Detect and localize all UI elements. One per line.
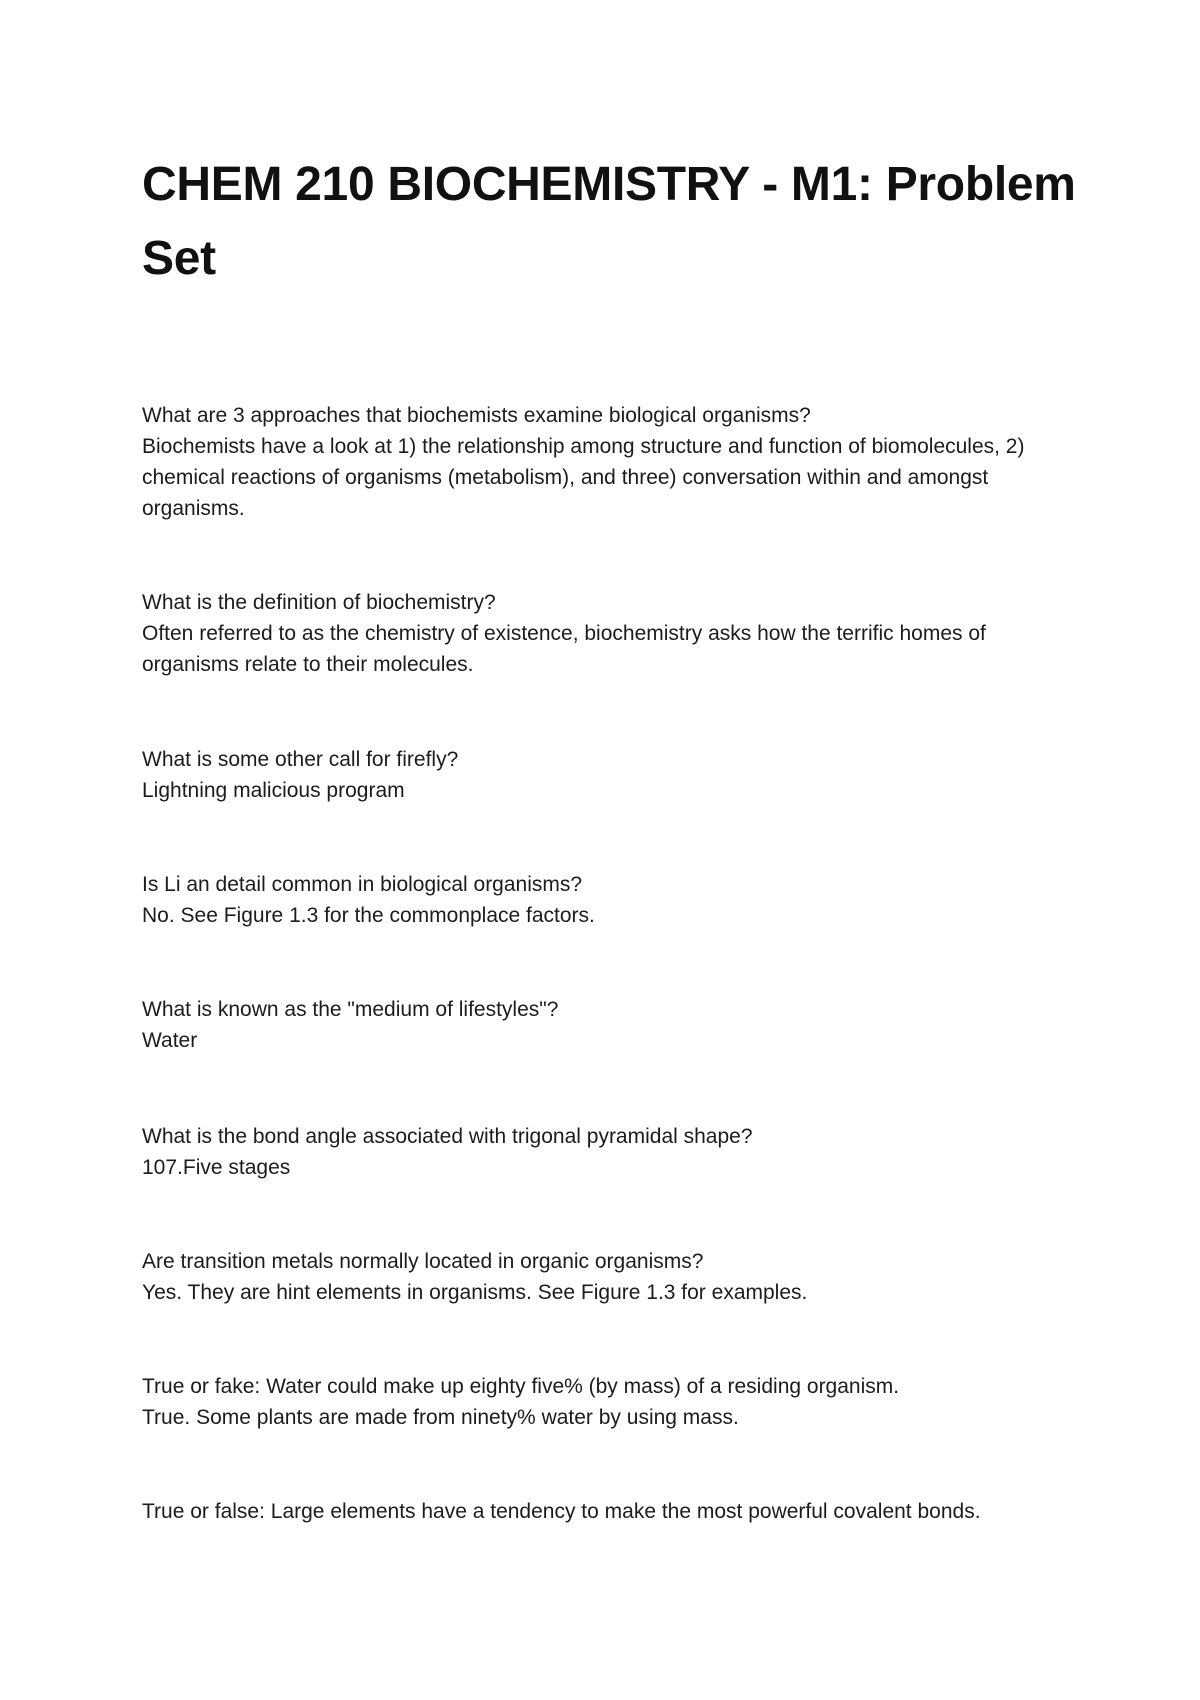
qa-item-5	[142, 994, 1077, 1056]
question-text: What is the bond angle associated with trigonal pyramidal shape?	[142, 1125, 753, 1148]
answer-text: No. See Figure 1.3 for the commonplace factors.	[142, 904, 595, 927]
question-text: What is some other call for firefly?	[142, 748, 459, 771]
answer-text: 107.Five stages	[142, 1156, 291, 1179]
question-text: Is Li an detail common in biological organisms?	[142, 873, 583, 896]
question-text: True or fake: Water could make up eighty five% (by mass) of a residing organism.	[142, 1375, 900, 1398]
answer-text: Lightning malicious program	[142, 779, 405, 802]
question-text: What is known as the "medium of lifestyles"?	[142, 998, 559, 1021]
qa-item-2	[142, 587, 1077, 680]
answer-text: Water	[142, 1029, 198, 1052]
question-text: True or false: Large elements have a tendency to make the most powerful covalent bonds.	[142, 1500, 981, 1523]
qa-item-3	[142, 744, 1077, 806]
answer-text: Often referred to as the chemistry of existence, biochemistry asks how the terrific homes of organisms relate to their molecules.	[142, 622, 986, 676]
answer-text: True. Some plants are made from ninety% water by using mass.	[142, 1406, 739, 1429]
answer-text: Biochemists have a look at 1) the relationship among structure and function of biomolecules, 2) chemical reactions of organisms (metabolism), and three) conversation within and amongst organisms.	[142, 435, 1025, 520]
question-text: Are transition metals normally located in organic organisms?	[142, 1250, 704, 1273]
question-text: What are 3 approaches that biochemists examine biological organisms?	[142, 404, 811, 427]
qa-item-8	[142, 1371, 1077, 1433]
qa-item-4	[142, 869, 1077, 931]
qa-item-6	[142, 1121, 1077, 1183]
document-title: CHEM 210 BIOCHEMISTRY - M1: Problem Set	[142, 158, 1076, 285]
qa-item-1	[142, 400, 1077, 524]
qa-item-9	[142, 1496, 1077, 1527]
question-text: What is the definition of biochemistry?	[142, 591, 496, 614]
answer-text: Yes. They are hint elements in organisms. See Figure 1.3 for examples.	[142, 1281, 808, 1304]
qa-item-7	[142, 1246, 1077, 1308]
